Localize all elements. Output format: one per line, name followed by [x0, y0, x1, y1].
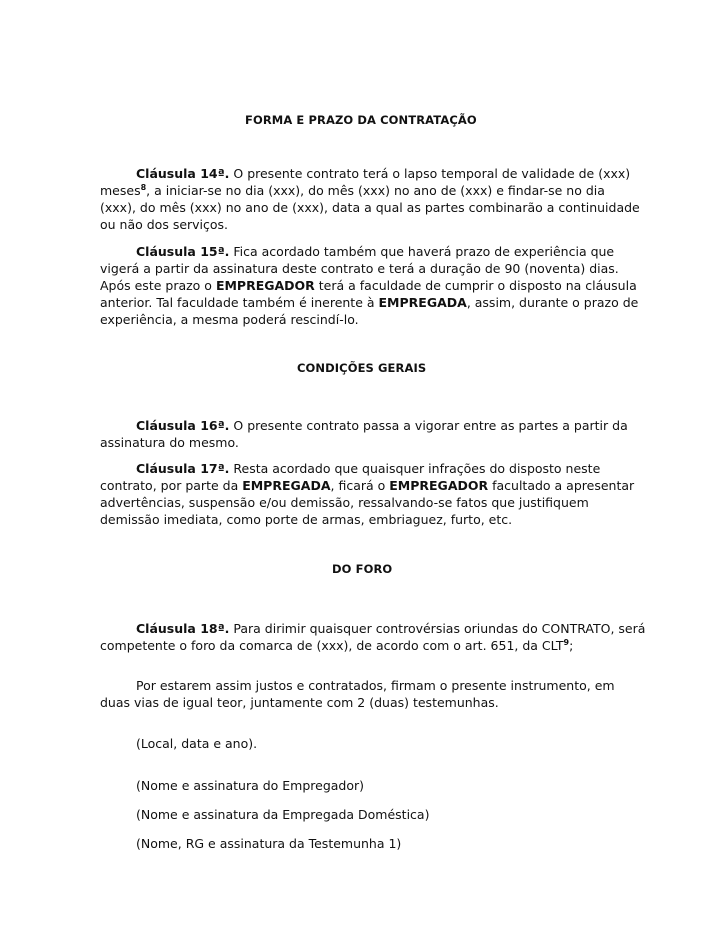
- employer-signature-line: (Nome e assinatura do Empregador): [136, 778, 365, 793]
- place-date-line: (Local, data e ano).: [136, 736, 258, 751]
- clause-18-label: Cláusula 18ª.: [136, 621, 230, 636]
- clause-15: Cláusula 15ª. Fica acordado também que haverá prazo de experiência que vigerá a partir da assinatura deste contrato e terá a duração de 90 (noventa) dias. Após este prazo o EMPREGADOR terá a faculdade de cumprir o disposto na cláusula anterior. Tal faculdade também é inerente à EMPREGADA, assim, durante o prazo de experiência, a mesma poderá rescindí-lo.: [100, 244, 639, 327]
- clause-17: Cláusula 17ª. Resta acordado que quaisquer infrações do disposto neste contrato, por parte da EMPREGADA, ficará o EMPREGADOR facultado a apresentar advertências, suspensão e/ou demissão, ressalvando-se fatos que justifiquem demissão imediata, como porte de armas, embriaguez, furto, etc.: [100, 461, 635, 527]
- clause-17-label: Cláusula 17ª.: [136, 461, 230, 476]
- clause-15-label: Cláusula 15ª.: [136, 244, 230, 259]
- employee-signature-line: (Nome e assinatura da Empregada Doméstica): [136, 807, 430, 822]
- clause-16: Cláusula 16ª. O presente contrato passa a vigorar entre as partes a partir da assinatura do mesmo.: [100, 418, 628, 450]
- clause-18: Cláusula 18ª. Para dirimir quaisquer controvérsias oriundas do CONTRATO, será competente o foro da comarca de (xxx), de acordo com o art. 651, da CLT$^9$;: [100, 621, 646, 653]
- clause-14: Cláusula 14ª. O presente contrato terá o lapso temporal de validade de (xxx) meses$^8$, a iniciar-se no dia (xxx), do mês (xxx) no ano de (xxx) e findar-se no dia (xxx), do mês (xxx) no ano de (xxx), data a qual as partes combinarão a continuidade ou não dos serviços.: [100, 166, 640, 232]
- closing-paragraph: Por estarem assim justos e contratados, firmam o presente instrumento, em duas vias de igual teor, juntamente com 2 (duas) testemunhas.: [100, 678, 615, 710]
- footnote-ref-9: 9: [563, 637, 570, 647]
- footnote-ref-8: 8: [140, 182, 147, 192]
- clause-16-label: Cláusula 16ª.: [136, 418, 230, 433]
- section-heading-forma-prazo: FORMA E PRAZO DA CONTRATAÇÃO: [245, 113, 477, 127]
- witness-1-signature-line: (Nome, RG e assinatura da Testemunha 1): [136, 836, 402, 851]
- clause-14-label: Cláusula 14ª.: [136, 166, 230, 181]
- section-heading-condicoes-gerais: CONDIÇÕES GERAIS: [297, 361, 427, 375]
- section-heading-do-foro: DO FORO: [332, 562, 393, 576]
